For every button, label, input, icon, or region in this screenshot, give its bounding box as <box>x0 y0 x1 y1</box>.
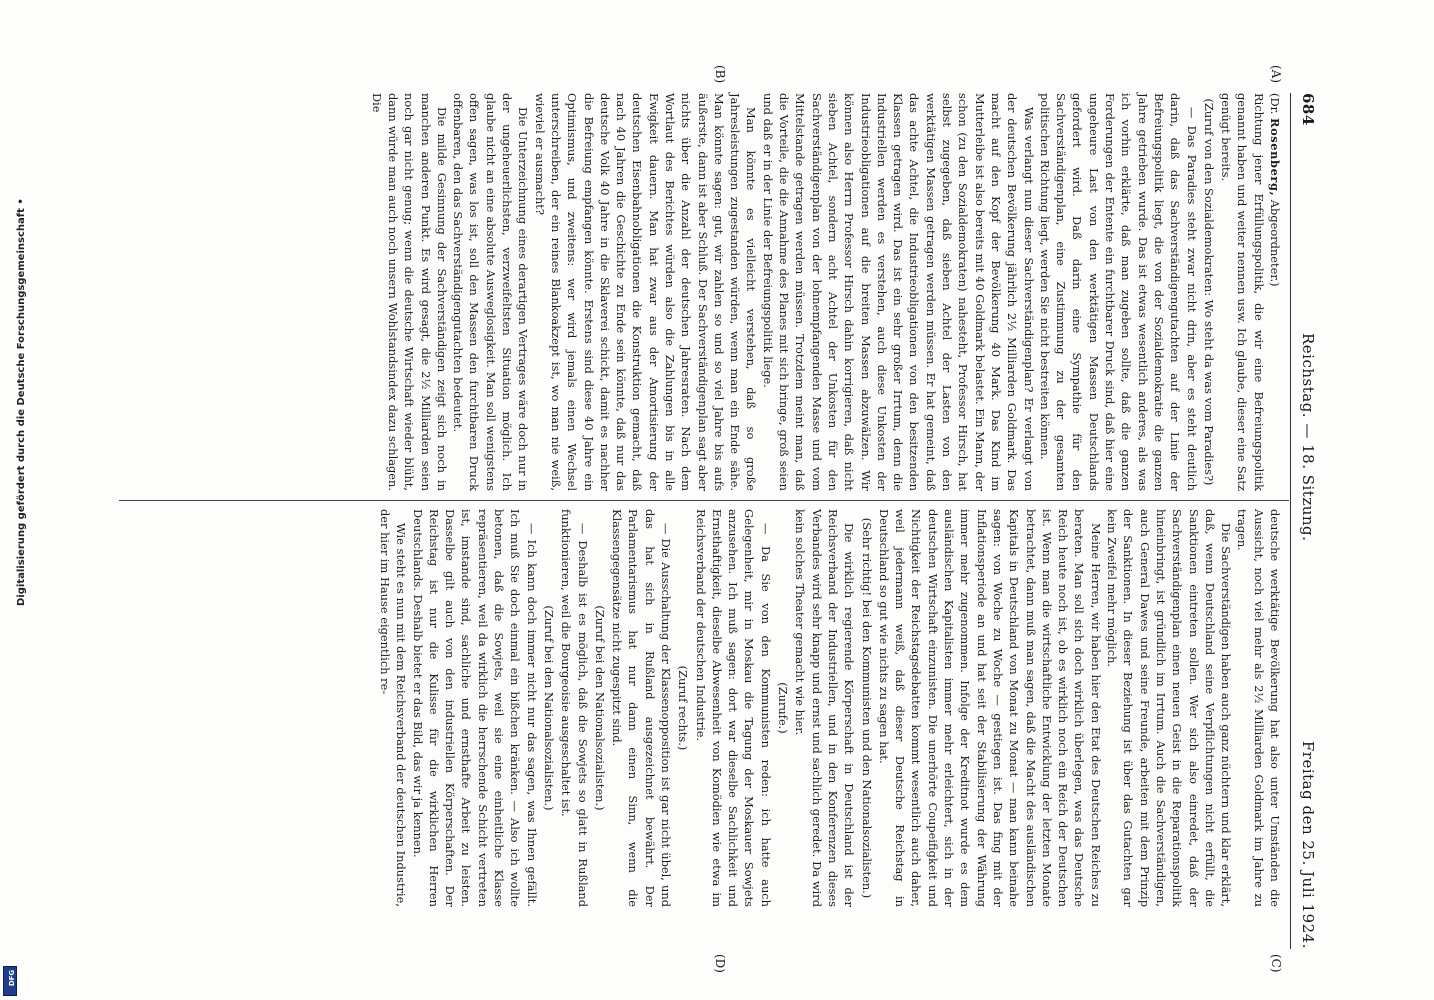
interjection: (Sehr richtig! bei den Kommunisten und den Nationalsozialisten.) <box>859 517 874 899</box>
session-title: Reichstag. — 18. Sitzung. <box>1299 333 1317 542</box>
margin-mark-a: (A) <box>1269 65 1283 84</box>
column-divider <box>119 500 1289 501</box>
paragraph: Meine Herren, wir haben hier den Etat des Deutschen Reiches zu beraten. Man soll sich doch wirklich überlegen, was das Deutsche Reich heute noch ist, ob es wirklich noch ein Reich der Deutschen ist. Wenn man die wirtschaftliche Entwicklung der letzten Monate betrachtet, dann muß man sagen, daß die Macht des ausländischen Kapitals in Deutschland von Monat zu Monat — man kann beinahe sagen: von Woche zu Woche — gestiegen ist. Das fing mit der Inflationsperiode an und hat seit der Stabilisierung der Währung immer mehr zugenommen. Infolge der Kreditnot wurde es dem ausländischen Kapitalisten immer mehr erleichtert, sich in der deutschen Wirtschaft einzunisten. Die unerhörte Coupeifigkeit und Nichtigkeit der Reichstagsdebatten kommt wesentlich auch daher, weil jedermann weiß, daß dieser Deutsche Reichstag in Deutschland so gut wie nichts zu sagen hat. <box>876 509 1103 907</box>
margin-mark-d: (D) <box>713 954 727 973</box>
paragraph: Die Unterzeichnung eines derartigen Vertrages wäre doch nur in der ungeheuerlichsten, verzweifeltsten Situation möglich. Ich glaube nicht an eine absolute Ausweglosigkeit. Man soll wenigstens offen sagen, was los ist, soll den Massen den furchtbaren Druck offenbaren, den das Sachverständigengutachten bedeutet. <box>451 93 531 491</box>
paragraph: deutsche werktätige Bevölkerung hat also unter Umständen die Aussicht, noch viel mehr als 2½ Milliarden Goldmark im Jahre zu tragen. <box>1235 509 1282 907</box>
interjection: (Zuruf bei den Nationalsozialisten.) <box>592 605 607 811</box>
paragraph: Die milde Gesinnung der Sachverständigen zeigt sich noch in manchen anderen Punkt. Es wird gesagt, die 2½ Milliarden seien noch gar nicht genug; wenn die deutsche Wirtschaft wieder blüht, dann würde man auch noch unsern Wohlstandsindex dazu schlagen. Die <box>369 93 449 491</box>
paragraph: — Die Ausschaltung der Klassenopposition ist gar nicht übel, und das hat sich in Rußland ausgezeichnet bewährt. Der Parlamentarismus hat nur dann einen Sinn, wenn die Klassengegensätze nicht zugespitzt sind. <box>610 509 674 907</box>
paragraph: Was verlangt nun dieser Sachverständigenplan? Er verlangt von der deutschen Bevölkerung jährlich 2½ Milliarden Goldmark. Das macht auf den Kopf der Bevölkerung 40 Mark. Das Kind im Mutterleibe ist also bereits mit 40 Goldmark belastet. Ein Mann, der schon (zu den Sozialdemokraten) nahesteht, Professor Hirsch, hat selbst zugegeben, daß sieben Achtel der Lasten von den werktätigen Massen getragen werden müssen. Er hat gemeint, daß das achte Achtel, die Industrieobligationen von den besitzenden Klassen getragen wird. Das ist ein sehr großer Irrtum, denn die Industriellen werden es verstehen, auch diese Unkosten der Industrieobligationen auf die breiten Massen abzuwälzen. Wir können also Herrn Professor Hirsch dahin korrigieren, daß nicht sieben Achtel, sondern acht Achtel der Unkosten für den Sachverständigenplan von der lohnempfangenden Masse und vom Mittelstande getragen werden müssen. Trotzdem meint man, daß die Vorteile, die die Annahme des Planes mit sich bringe, groß seien und daß er in der Linie der Befreiungspolitik liege. <box>760 93 1036 491</box>
running-header <box>1291 93 1317 949</box>
interjection: (Zuruf bei den Nationalsozialisten.) <box>541 605 556 811</box>
interjection: (Zurufe.) <box>776 682 791 734</box>
right-column <box>133 509 1283 907</box>
paragraph: — Ich kann doch immer nicht nur das sagen, was Ihnen gefällt. Ich muß Sie doch einmal ein bißchen kränken. — Also ich wollte betonen, daß die Sowjets, weil sie eine einheitliche Klasse repräsentieren, weil da wirklich die herrschende Schicht vertreten ist, imstande sind, sachliche und ernsthafte Arbeit zu leisten. Dasselbe gilt auch von den industriellen Körperschaften. Der Reichstag ist nur die Kulisse für die wirklichen Herren Deutschlands. Deshalb bietet er das Bild, das wir ja kennen. <box>410 509 539 907</box>
interjection: (Zuruf von den Sozialdemokraten: Wo steht da was vom Paradies?) <box>1201 98 1216 486</box>
margin-mark-c: (C) <box>1269 954 1283 973</box>
credit-text: Digitalisierung gefördert durch die Deutsche Forschungsgemeinschaft • <box>16 198 27 606</box>
margin-mark-b: (B) <box>713 65 727 84</box>
session-date: Freitag den 25. Juli 1924. <box>1299 740 1317 949</box>
paragraph: — Das Paradies steht zwar nicht drin, aber es steht deutlich darin, daß das Sachverständigengutachten auf der Linie der Befreiungspolitik liegt, die von der Sozialdemokratie die ganzen Jahre getrieben wurde. Das ist etwas wesentlich anderes, als was ich vorhin erklärte, daß man zugeben sollte, daß die ganzen Forderungen der Entente ein furchtbarer Druck sind, daß hier eine ungeheure Last von den werktätigen Massen Deutschlands gefordert wird. Daß darin eine Sympathie für den Sachverständigenplan, eine Zustimmung zu der gesamten politischen Richtung liegt, werden Sie nicht bestreiten können. <box>1037 93 1199 491</box>
paragraph: Wie steht es nun mit dem Reichsverband der deutschen Industrie, der hier im Hause eigentlich re- <box>377 509 409 907</box>
interjection: (Zuruf rechts.) <box>676 665 691 751</box>
left-column <box>133 93 1283 491</box>
speaker-name: Rosenberg, <box>1268 118 1282 197</box>
digitization-credit <box>0 0 27 1000</box>
paragraph: — Deshalb ist es möglich, daß die Sowjets so glatt in Rußland funktionieren, weil die Bourgeoisie ausgeschaltet ist. <box>559 509 590 907</box>
paragraph: Man könnte es vielleicht verstehen, daß so große Jahresleistungen zugestanden würden, wenn man ein Ende sähe. Man könnte sagen: gut, wir zahlen so und so viel Jahre bis aufs äußerste, dann ist aber Schluß. Der Sachverständigenplan sagt aber nichts über die Anzahl der deutschen Jahresraten. Nach dem Wortlaut des Berichtes würden also die Zahlungen bis in alle Ewigkeit dauern. Man hat zwar aus der Amortisierung der deutschen Eisenbahnobligationen die Konstruktion gemacht, daß nach 40 Jahren die Geschichte zu Ende sein könnte, daß nur das deutsche Volk 40 Jahre in die Sklaverei schickt, damit es nachher die Befreiung empfangen könnte. Erstens sind diese 40 Jahre ein Optimismus, und zweitens: wer wird jemals einen Wechsel unterschreiben, der ein reines Blankoakzept ist, wo man nie weiß, wieviel er ausmacht? <box>532 93 759 491</box>
paragraph: — Da Sie von den Kommunisten reden: ich hatte auch Gelegenheit, mir in Moskau die Tagung der Moskauer Sowjets anzusehen. Ich muß sagen: dort war dieselbe Sachlichkeit und Ernsthaftigkeit, dieselbe Abwesenheit von Komödien wie etwa im Reichsverband der deutschen Industrie. <box>693 509 773 907</box>
header-rule <box>1290 93 1291 949</box>
rotated-page-content <box>117 65 1317 973</box>
dfg-logo: DFG <box>3 966 17 996</box>
paragraph: Die wirklich regierende Körperschaft in Deutschland ist der Reichsverband der Industriellen, und in den Konferenzen dieses Verbandes wird sehr knapp und ernst und sachlich geredet. Da wird kein solches Theater gemacht wie hier. <box>793 509 857 907</box>
paragraph: Die Sachverständigen haben auch ganz nüchtern und klar erklärt, daß, wenn Deutschland seine Verpflichtungen nicht erfüllt, die Sanktionen eintreten sollen. Wer sich also einredet, daß der Sachverständigenplan einen neuen Geist in die Reparationspolitik hineinbringt, ist gründlich im Irrtum. Auch die Sachverständigen, auch General Dawes und seine Freunde, arbeiten mit dem Prinzip der Sanktionen. In dieser Beziehung ist über das Gutachten gar kein Zweifel mehr möglich. <box>1105 509 1234 907</box>
paragraph: Richtung jener Erfüllungspolitik, die wir eine Befreiungspolitik genannt haben und weiter nennen usw. Ich glaube, dieser eine Satz genügt bereits. <box>1219 93 1266 491</box>
speaker-line: (Dr. Rosenberg, Abgeordneter.) <box>1268 93 1282 287</box>
page-number: 684 <box>1299 93 1317 126</box>
